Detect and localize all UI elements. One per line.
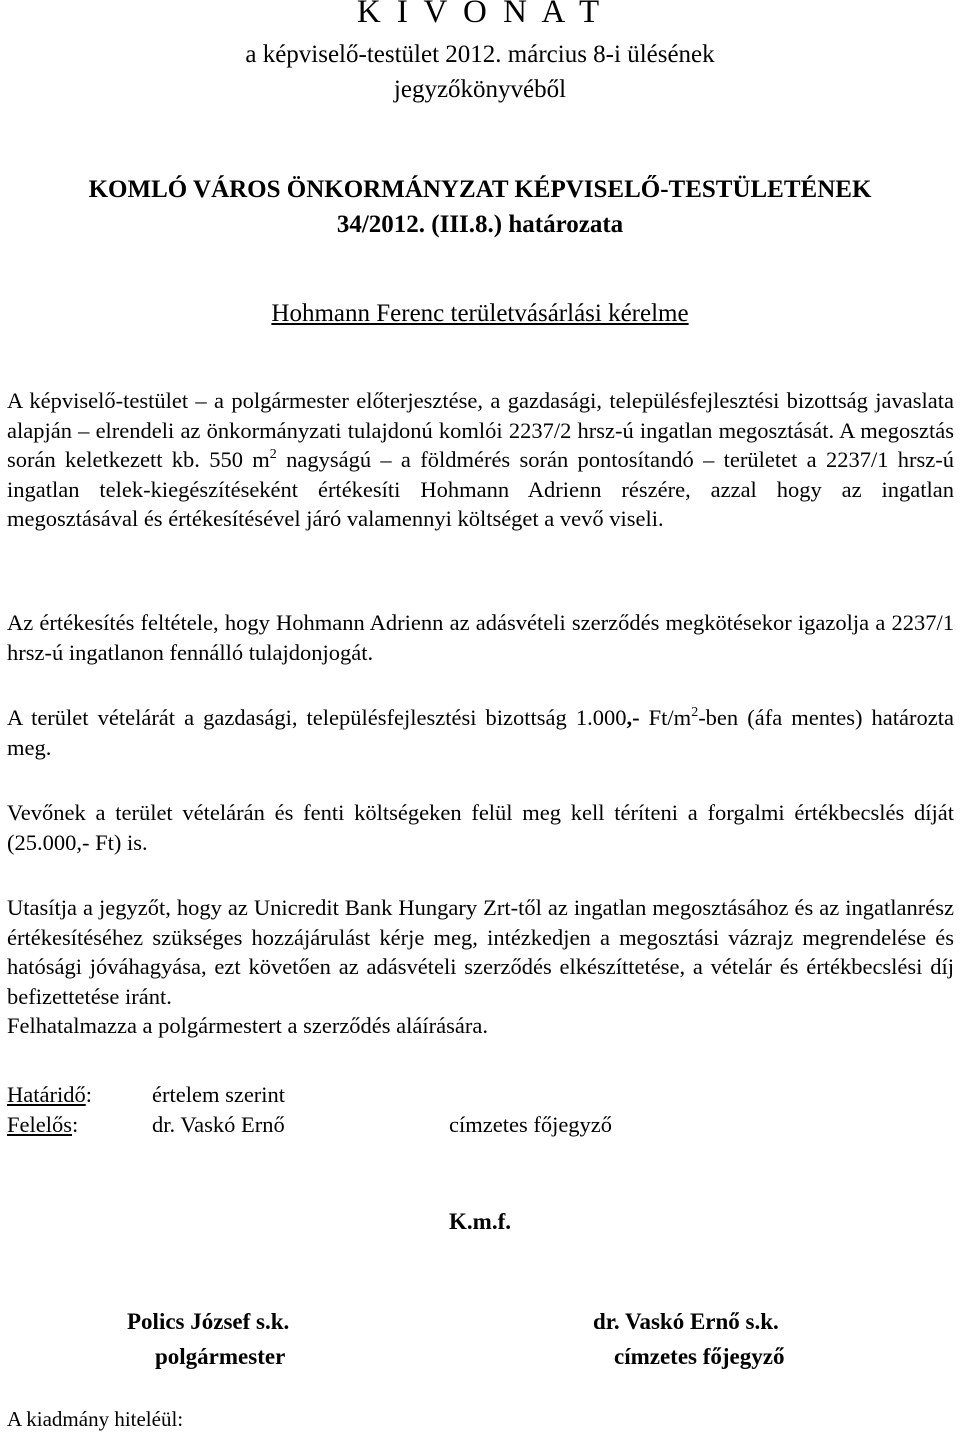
paragraph-1-text-b: nagyságú – a földmérés során pontosítandó – területet a 2237/1 hrsz-ú ingatlan telek-kiegészítéseként értékesíti Hohmann Adrienn részére, azzal hogy az ingatlan megosztásával és értékesítésével járó valamennyi költséget a vevő viseli. xyxy=(7,447,954,531)
deadline-label: Határidő xyxy=(7,1082,86,1107)
council-name: KOMLÓ VÁROS ÖNKORMÁNYZAT KÉPVISELŐ-TESTÜLETÉNEK xyxy=(88,176,872,203)
responsible-title: címzetes főjegyző xyxy=(449,1112,613,1137)
subtitle-line-2: jegyzőkönyvéből xyxy=(393,76,567,103)
deadline-value: értelem szerint xyxy=(152,1082,286,1107)
signature-notary-title-text: címzetes főjegyző xyxy=(614,1344,785,1369)
paragraph-3-text-b: Ft/m xyxy=(639,705,692,730)
responsible-colon: : xyxy=(72,1112,79,1137)
paragraph-1-superscript: 2 xyxy=(269,447,277,462)
meeting-subtitle xyxy=(0,37,960,107)
responsible-label: Felelős xyxy=(7,1112,72,1137)
paragraph-5: Utasítja a jegyzőt, hogy az Unicredit Bank Hungary Zrt-től az ingatlan megosztásához és az ingatlanrész értékesítéséhez szükséges hozzájárulást kérje meg, intézkedjen a megosztási vázrajz megrendelése és hatósági jóváhagyása, ezt követően az adásvételi szerződés elkészíttetése, a vételár és értékbecslési díj befizettetése iránt. xyxy=(7,895,954,1009)
signature-notary-title xyxy=(614,1342,784,1372)
responsible-label-wrap xyxy=(7,1110,78,1140)
paragraph-1-text-a: A képviselő-testület – a polgármester előterjesztése, a gazdasági, településfejlesztési bizottság javaslata alapján – elrendeli az önkormányzati tulajdonú komlói 2237/2 hrsz-ú ingatlan megosztását. A megosztás során keletkezett kb. 550 m xyxy=(7,388,954,472)
paragraph-2: Az értékesítés feltétele, hogy Hohmann Adrienn az adásvételi szerződés megkötésekor igazolja a 2237/1 hrsz-ú ingatlanon fennálló tulajdonjogát. xyxy=(7,610,954,665)
resolution-number: 34/2012. (III.8.) határozata xyxy=(336,211,624,238)
resolution-subject: Hohmann Ferenc területvásárlási kérelme xyxy=(271,300,689,327)
signature-mayor-name: Polics József s.k. xyxy=(127,1309,290,1334)
subtitle-line-1: a képviselő-testület 2012. március 8-i ülésének xyxy=(245,41,715,68)
paragraph-4: Vevőnek a terület vételárán és fenti költségeken felül meg kell téríteni a forgalmi értékbecslés díját (25.000,- Ft) is. xyxy=(7,800,954,855)
certified-copy-label: A kiadmány hiteléül: xyxy=(7,1407,184,1431)
responsible-name: dr. Vaskó Ernő xyxy=(152,1112,285,1137)
paragraph-3-bold: ,- xyxy=(626,705,640,730)
paragraph-3-text-a: A terület vételárát a gazdasági, településfejlesztési bizottság 1.000 xyxy=(7,705,627,730)
paragraph-6: Felhatalmazza a polgármestert a szerződés aláírására. xyxy=(7,1013,488,1038)
paragraph-3 xyxy=(7,703,954,762)
deadline-colon: : xyxy=(85,1082,92,1107)
signature-notary-name-text: dr. Vaskó Ernő s.k. xyxy=(593,1309,779,1334)
paragraph-3-text-c: -ben (áfa mentes) határozta meg. xyxy=(7,705,954,760)
paragraph-1 xyxy=(7,386,954,534)
signature-notary-name xyxy=(593,1307,779,1337)
kmf-mark: K.m.f. xyxy=(449,1209,511,1234)
deadline-label-wrap xyxy=(7,1080,92,1110)
document-title: K I V O N A T xyxy=(356,0,604,30)
paragraph-3-superscript: 2 xyxy=(691,705,699,720)
resolution-heading xyxy=(0,172,960,242)
signature-mayor-title: polgármester xyxy=(155,1344,286,1369)
